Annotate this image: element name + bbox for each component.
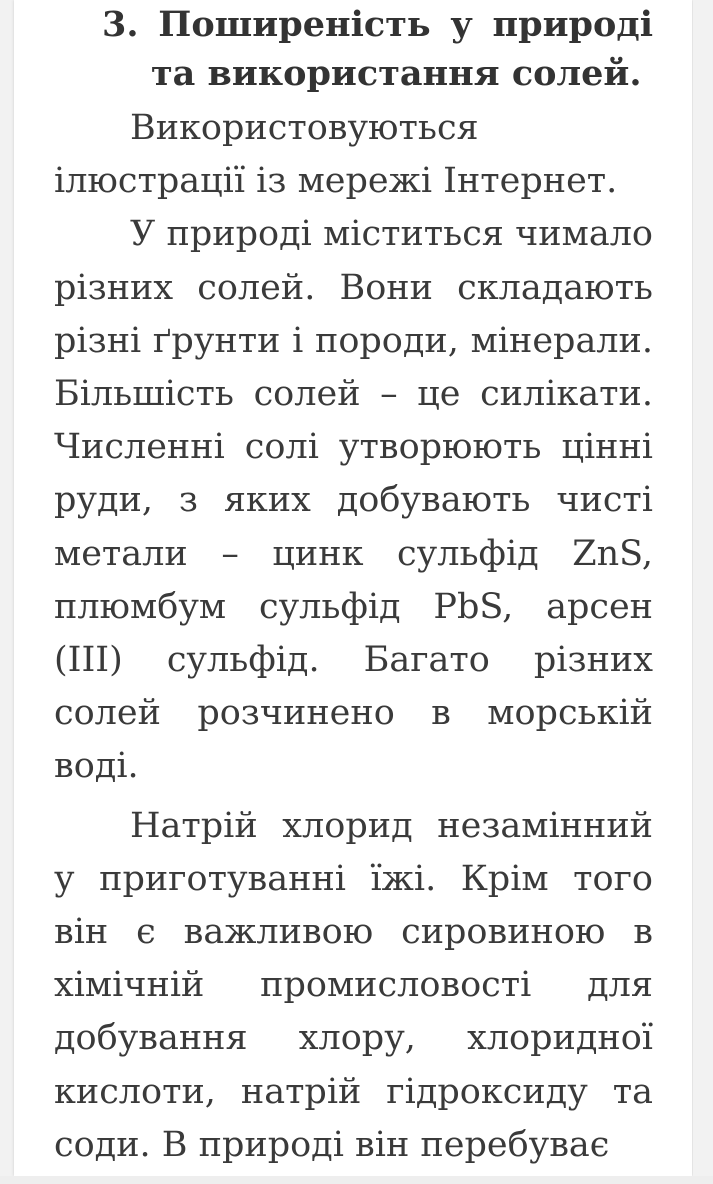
- section-number: 3.: [102, 4, 139, 45]
- paragraph-illustrations-note: Використовуються ілюстрації із мережі Інтернет.: [54, 108, 618, 202]
- document-page: [14, 0, 692, 1176]
- paragraph-salts-in-nature: У природі міститься чимало різних солей. Вони складають різні ґрунти і породи, мінерали. Більшість солей – це силікати. Численні солі утворюють цінні руди, з яких добувають чисті метали – цинк сульфід ZnS, плюмбум сульфід PbS, арсен (III) сульфід. Багато різних солей розчинено в морській воді.: [54, 214, 653, 787]
- section-title-part-1: Поширеність у природі: [158, 4, 653, 45]
- section-heading-line-1: [54, 0, 653, 49]
- section-title-part-2: та використання солей.: [151, 53, 642, 94]
- document-body: [54, 0, 653, 1172]
- paragraph-sodium-chloride: Натрій хлорид незамінний у приготуванні їжі. Крім того він є важливою сировиною в хімічній промисловості для добування хлору, хлоридної кислоти, натрій гідроксиду та соди. В природі він перебуває: [54, 805, 653, 1165]
- section-heading: [54, 0, 653, 98]
- page-gutter-right: [693, 0, 713, 1184]
- page-gutter-bottom: [0, 1176, 713, 1184]
